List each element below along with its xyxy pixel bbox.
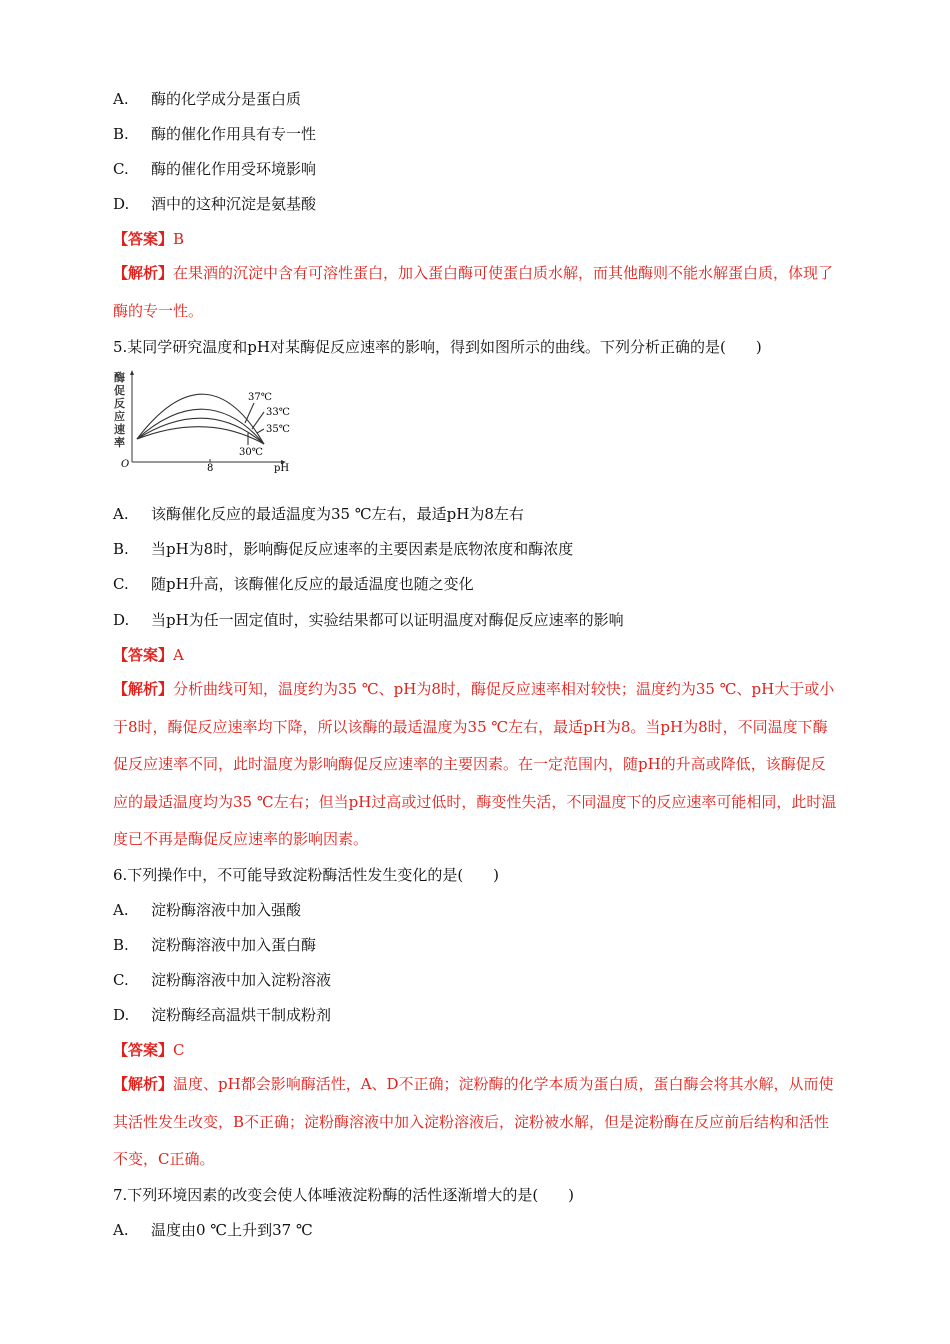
option-text: 该酶催化反应的最适温度为35 ℃左右，最适pH为8左右 [151,505,524,523]
option-key: C. [113,971,129,989]
ylabel-char: 反 [114,397,125,410]
option-text: 温度由0 ℃上升到37 ℃ [151,1221,313,1239]
option-text: 淀粉酶溶液中加入强酸 [151,901,302,919]
leader-line [257,429,264,433]
option-key: D. [113,1006,130,1024]
curve-label: 35℃ [266,424,290,435]
option-text: 淀粉酶溶液中加入淀粉溶液 [151,971,332,989]
option-key: B. [113,540,129,558]
leader-line [252,412,264,429]
analysis-text: 分析曲线可知，温度约为35 ℃、pH为8时，酶促反应速率相对较快；温度约为35 ℃、pH大于或小于8时，酶促反应速率均下降，所以该酶的最适温度为35 ℃左右，最适pH为8。当pH为8时，不同温度下酶促反应速率不同，此时温度为影响酶促反应速率的主要因素。在一定范围内，随pH的升高或降低，该酶促反应的最适温度均为35 ℃左右；但当pH过高或过低时，酶变性失活，不同温度下的反应速率可能相同，此时温度已不再是酶促反应速率的影响因素。 [113,680,837,848]
ylabel-char: 酶 [114,371,125,384]
analysis-text: 温度、pH都会影响酶活性，A、D不正确；淀粉酶的化学本质为蛋白质，蛋白酶会将其水解，从而使其活性发生改变，B不正确；淀粉酶溶液中加入淀粉溶液后，淀粉被水解，但是淀粉酶在反应前后结构和活性不变，C正确。 [113,1075,834,1168]
q5-option-d [113,610,624,630]
ylabel-char: 应 [114,410,125,423]
analysis-tag: 【解析】 [113,680,174,698]
option-text: 酶的催化作用受环境影响 [151,160,317,178]
option-text: 当pH为8时，影响酶促反应速率的主要因素是底物浓度和酶浓度 [151,540,574,558]
answer-value: B [173,230,185,248]
answer-value: A [173,646,184,664]
q6-option-c [113,970,331,990]
option-key: B. [113,125,129,143]
x-tick-label: 8 [207,463,214,474]
answer-tag: 【答案】 [113,646,174,664]
analysis-text: 在果酒的沉淀中含有可溶性蛋白，加入蛋白酶可使蛋白质水解，而其他酶则不能水解蛋白质，体现了酶的专一性。 [113,264,834,320]
q4-analysis [113,255,837,330]
analysis-tag: 【解析】 [113,264,174,282]
q4-option-c [113,159,316,179]
ylabel-char: 率 [114,436,125,449]
option-text: 当pH为任一固定值时，实验结果都可以证明温度对酶促反应速率的影响 [151,611,624,629]
option-key: A. [113,1221,129,1239]
answer-tag: 【答案】 [113,1041,174,1059]
option-key: B. [113,936,129,954]
q4-answer [113,229,184,249]
option-text: 酒中的这种沉淀是氨基酸 [151,195,317,213]
q6-option-b [113,935,316,955]
option-key: A. [113,505,129,523]
option-key: C. [113,160,129,178]
q5-analysis [113,671,837,859]
option-text: 酶的催化作用具有专一性 [151,125,317,143]
option-text: 酶的化学成分是蛋白质 [151,90,302,108]
q5-option-c [113,574,474,594]
q5-stem: 5.某同学研究温度和pH对某酶促反应速率的影响，得到如图所示的曲线。下列分析正确的是( ) [113,338,762,356]
q7-stem: 7.下列环境因素的改变会使人体唾液淀粉酶的活性逐渐增大的是( ) [113,1186,575,1204]
answer-tag: 【答案】 [113,230,174,248]
q6-answer [113,1040,185,1060]
q5-option-b [113,539,573,559]
option-key: A. [113,901,129,919]
q6-analysis [113,1066,837,1179]
option-text: 淀粉酶经高温烘干制成粉剂 [151,1006,332,1024]
option-key: D. [113,611,130,629]
option-text: 淀粉酶溶液中加入蛋白酶 [151,936,317,954]
curve-label: 37℃ [248,392,272,403]
q4-option-b [113,124,316,144]
curve-label: 33℃ [266,407,290,418]
q6-option-d [113,1005,331,1025]
q6-stem: 6.下列操作中，不可能导致淀粉酶活性发生变化的是( ) [113,866,500,884]
q5-option-a [113,504,524,524]
q5-answer [113,645,184,665]
q6-option-a [113,900,301,920]
curve-label: 30℃ [239,447,263,458]
analysis-tag: 【解析】 [113,1075,174,1093]
option-key: D. [113,195,130,213]
option-text: 随pH升高，该酶催化反应的最适温度也随之变化 [151,575,474,593]
ylabel-char: 速 [114,423,125,436]
option-key: C. [113,575,129,593]
origin-label: O [121,459,130,470]
curve-30 [137,427,264,444]
x-axis-label: pH [274,463,290,474]
q4-option-a [113,89,301,109]
answer-value: C [173,1041,185,1059]
q5-figure [112,367,297,477]
q7-option-a [113,1220,313,1240]
curve-37 [137,394,264,444]
ylabel-char: 促 [114,384,125,397]
q4-option-d [113,194,316,214]
option-key: A. [113,90,129,108]
leader-line [245,403,254,423]
